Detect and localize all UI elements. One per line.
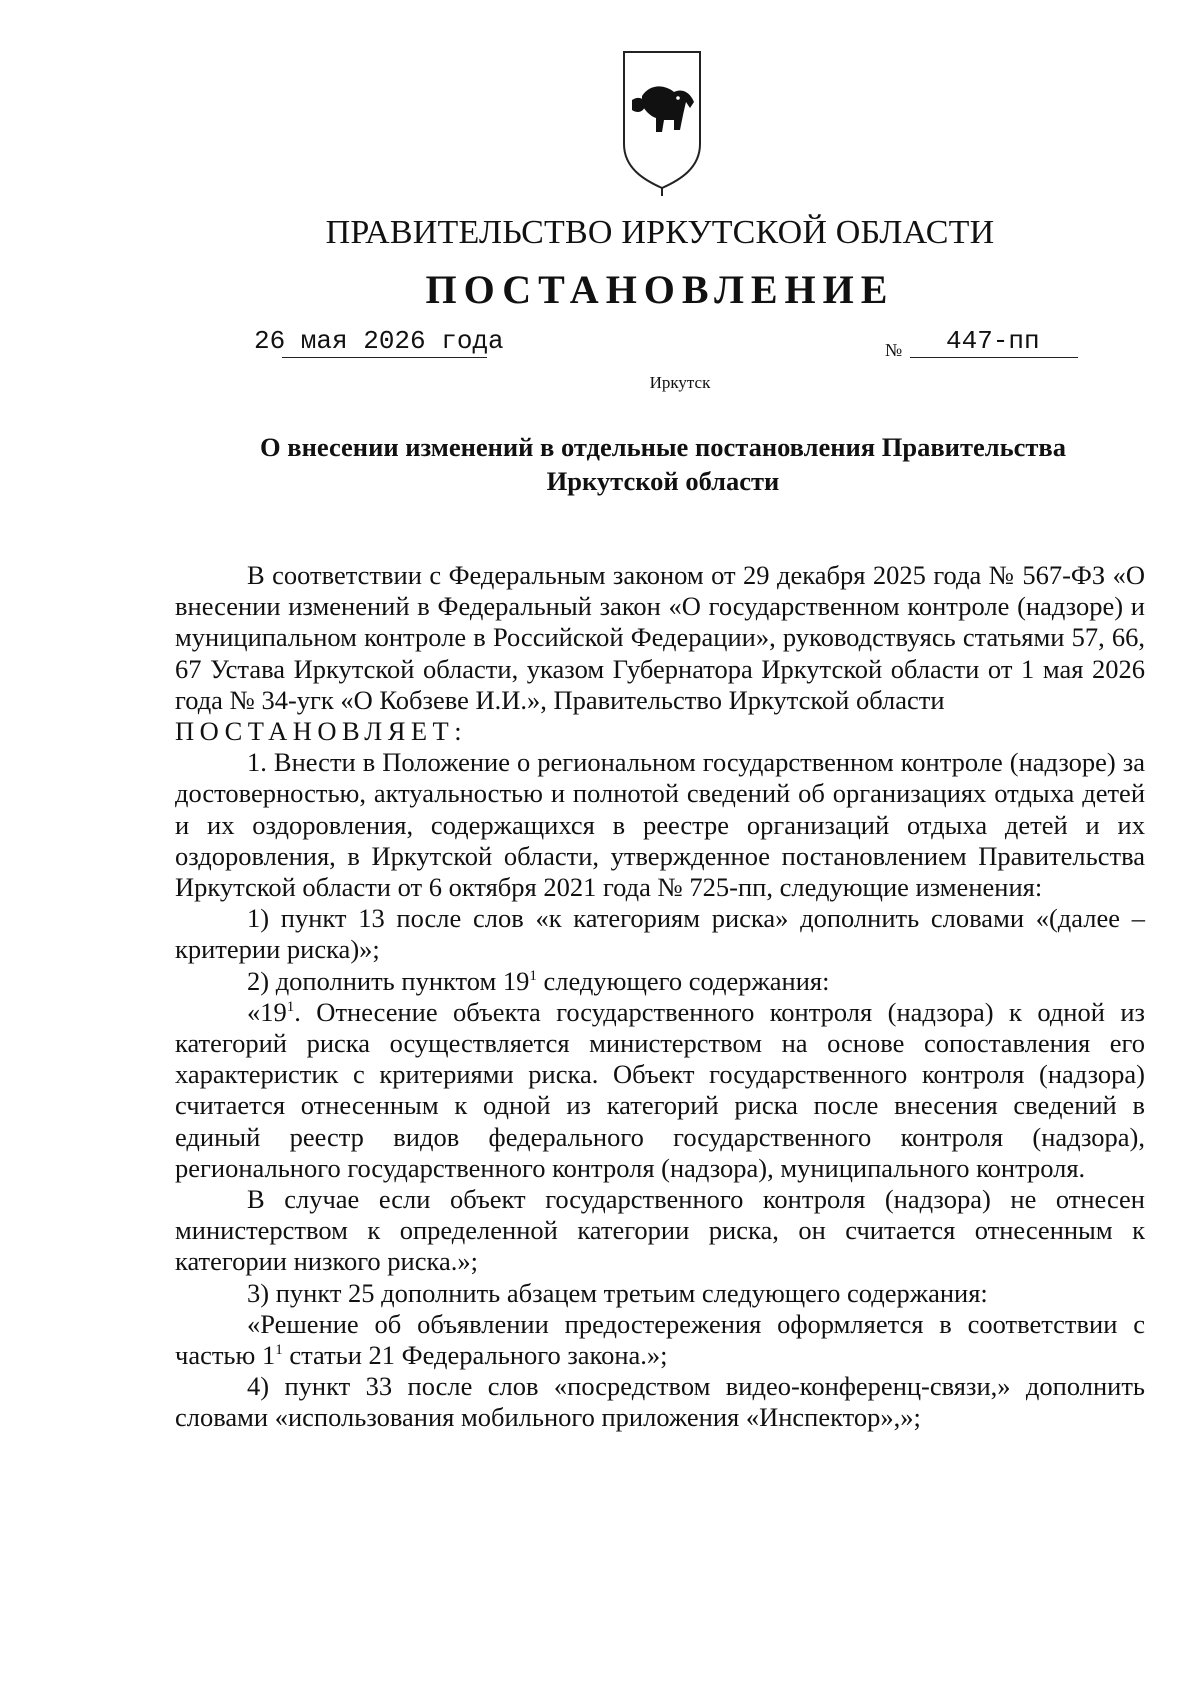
quote-25-text-end: статьи 21 Федерального закона.»; <box>282 1340 668 1371</box>
quote-25-text: «Решение об объявлении предостережения оформляется в соответствии с частью 1 <box>175 1308 1145 1371</box>
document-subject <box>176 430 1150 498</box>
number-sign: № <box>885 340 903 360</box>
government-name: ПРАВИТЕЛЬСТВО ИРКУТСКОЙ ОБЛАСТИ <box>325 214 995 251</box>
document-type-title: ПОСТАНОВЛЕНИЕ <box>425 267 895 312</box>
subitem-1-paragraph: 1) пункт 13 после слов «к категориям риска» дополнить словами «(далее – критерии риска)»; <box>175 903 1145 965</box>
document-body <box>175 560 1145 1434</box>
city-name: Иркутск <box>649 373 711 392</box>
quote-25-superscript: 1 <box>275 1342 283 1359</box>
quote-19-1-paragraph <box>175 997 1145 1184</box>
quote-19-text: . Отнесение объекта государственного контроля (надзора) к одной из категорий риска осуществляется министерством на основе сопоставления его характеристик с критериями риска. Объект государственного контроля (надзора) считается отнесенным к одной из категорий риска после внесения сведений в единый реестр видов федерального государственного контроля (надзора), регионального государственного контроля (надзора), муниципального контроля. <box>175 996 1145 1183</box>
subitem-2-paragraph <box>175 966 1145 997</box>
quote-19-superscript: 1 <box>286 998 295 1015</box>
subitem-4-paragraph: 4) пункт 33 после слов «посредством видео-конференц-связи,» дополнить словами «использования мобильного приложения «Инспектор»,»; <box>175 1371 1145 1433</box>
quote-19-prefix: «19 <box>247 996 287 1027</box>
subitem-2-superscript: 1 <box>529 967 537 984</box>
preamble-paragraph: В соответствии с Федеральным законом от 29 декабря 2025 года № 567-ФЗ «О внесении изменений в Федеральный закон «О государственном контроле (надзоре) и муниципальном контроле в Российской Федерации», руководствуясь статьями 57, 66, 67 Устава Иркутской области, указом Губернатора Иркутской области от 1 мая 2026 года № 34-угк «О Кобзеве И.И.», Правительство Иркутской области <box>175 560 1145 715</box>
coat-of-arms-icon <box>620 48 704 200</box>
number-underline <box>910 357 1078 358</box>
document-number: 447-пп <box>946 326 1040 356</box>
quote-19-1-second-paragraph: В случае если объект государственного контроля (надзора) не отнесен министерством к определенной категории риска, он считается отнесенным к категории низкого риска.»; <box>175 1184 1145 1277</box>
item-1-paragraph: 1. Внести в Положение о региональном государственном контроле (надзоре) за достоверностью, актуальностью и полнотой сведений об организациях отдыха детей и их оздоровления, содержащихся в реестре организаций отдыха детей и их оздоровления, в Иркутской области, утвержденное постановлением Правительства Иркутской области от 6 октября 2021 года № 725-пп, следующие изменения: <box>175 747 1145 903</box>
document-date: 26 мая 2026 года <box>254 326 504 356</box>
subject-line-1: О внесении изменений в отдельные постановления Правительства <box>260 432 1066 462</box>
subject-line-2: Иркутской области <box>546 466 780 496</box>
subitem-3-paragraph: 3) пункт 25 дополнить абзацем третьим следующего содержания: <box>247 1277 988 1308</box>
subitem-2-text: 2) дополнить пунктом 19 <box>247 965 530 996</box>
quote-25-paragraph <box>175 1309 1145 1371</box>
resolves-heading: ПОСТАНОВЛЯЕТ: <box>175 716 468 747</box>
subitem-2-text-end: следующего содержания: <box>536 965 830 996</box>
date-underline <box>282 357 487 358</box>
